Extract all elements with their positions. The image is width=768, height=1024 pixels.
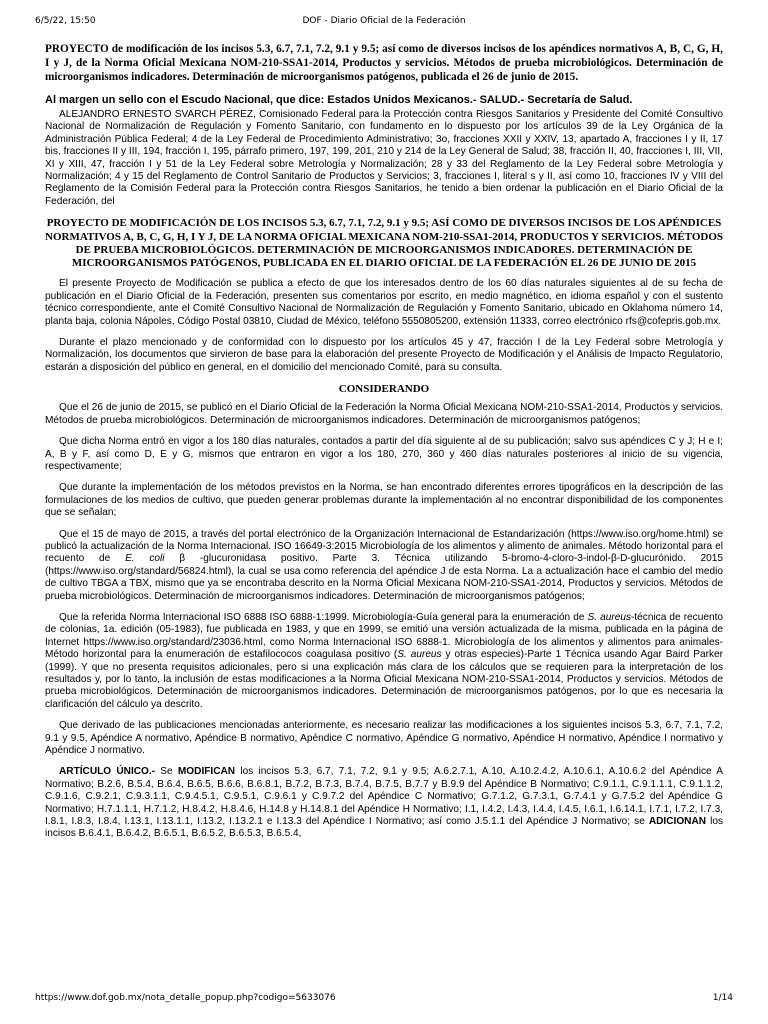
page-header [35,16,733,30]
paragraph-durante: Durante el plazo mencionado y de conformidad con lo dispuesto por los artículos 45 y 47, fracción I de la Ley Federal sobre Metrología y Normalización, los documentos que sirvieron de base para la elaboración del presente Proyecto de Modificación y el Análisis de Impacto Regulatorio, estarán a disposición del público en general, en el domicilio del mencionado Comité, para su consulta. [45,337,723,373]
site-title: DOF - Diario Oficial de la Federación [302,16,466,26]
considerando-3: Que durante la implementación de los métodos previstos en la Norma, se han encontrado diferentes errores tipográficos en la descripción de las formulaciones de los medios de cultivo, que pueden generar problemas durante la implementación al no encontrar disponibilidad de los componentes que se señalan; [45,482,723,519]
considerando-4-italic: E. coli [125,553,165,565]
considerando-2: Que dicha Norma entró en vigor a los 180 días naturales, contados a partir del día siguiente al de su publicación; salvo sus apéndices C y J; H e I; A, B y F, así como D, E y G, mismos que entraron en vigor a los 180, 270, 360 y 460 días naturales posteriores al inicio de su vigencia, respectivamente; [45,436,723,472]
intro-paragraph: ALEJANDRO ERNESTO SVARCH PÉREZ, Comisionado Federal para la Protección contra Riesgos Sanitarios y Presidente del Comité Consultivo Nacional de Normalización de Regulación y Fomento Sanitario, con fundamento en lo dispuesto por los artículos 39 de la Ley Orgánica de la Administración Pública Federal; 4 de la Ley Federal de Procedimiento Administrativo; 3o, fracciones XXII y XXIV, 13, apartado A, fracciones I y II, 17 bis, fracciones II y III, 194, fracción I, 195, párrafo primero, 197, 199, 201, 210 y 214 de la Ley General de Salud; 38, fracción II, 40, fracciones I, III, VII, XI y XIII, 47, fracción I y 51 de la Ley Federal sobre Metrología y Normalización; 28 y 33 del Reglamento de la Ley Federal sobre Metrología y Normalización; 4 y 15 del Reglamento de Control Sanitario de Productos y Servicios; 3, fracciones I, literal s y II, así como 10, fracciones IV y VIII del Reglamento de la Comisión Federal para la Protección contra Riesgos Sanitarios, he tenido a bien ordenar la publicación en el Diario Oficial de la Federación, del [45,109,723,207]
paragraph-presente: El presente Proyecto de Modificación se publica a efecto de que los interesados dentro de los 60 días naturales siguientes al de su fecha de publicación en el Diario Oficial de la Federación, presenten sus comentarios por escrito, en medio magnético, en idioma español y con el sustento técnico correspondiente, ante el Comité Consultivo Nacional de Normalización de Regulación y Fomento Sanitario, ubicado en Oklahoma número 14, planta baja, colonia Nápoles, Código Postal 03810, Ciudad de México, teléfono 5550805200, extensión 11333, correo electrónico rfs@cofepris.gob.mx. [45,278,723,327]
page-number: 1/14 [712,993,733,1003]
considerando-5-text-b: -técnica de recuento de colonias, 1a. edición (05-1983), fue publicada en 1983, y que en 1999, se emitió una versión actualizada de la misma, publicada en la página de Internet https://www.iso.org/standard/23036.html, como Norma Internacional ISO 6888-1. Microbiología de los alimentos y alimentos para animales-Método horizontal para la enumeración de estafilococos coagulasa positivo ( [45,611,723,661]
articulo-modifican: MODIFICAN [177,766,236,778]
page-footer [35,993,733,1007]
document-title: PROYECTO de modificación de los incisos 5.3, 6.7, 7.1, 7.2, 9.1 y 9.5; así como de diversos incisos de los apéndices normativos A, B, C, G, H, I y J, de la Norma Oficial Mexicana NOM-210-SSA1-2014, Productos y servicios. Métodos de prueba microbiológicos. Determinación de microorganismos indicadores. Determinación de microorganismos patógenos, publicada el 26 de junio de 2015. [45,43,723,83]
considerando-6: Que derivado de las publicaciones mencionadas anteriormente, es necesario realizar las modificaciones a los siguientes incisos 5.3, 6.7, 7.1, 7.2, 9.1 y 9.5, Apéndice A normativo, Apéndice B normativo, Apéndice C normativo, Apéndice G normativo, Apéndice H normativo, Apéndice I normativo y Apéndice J normativo. [45,720,723,757]
considerando-5 [45,612,723,711]
considerando-5-italic-2: S. aureus [397,649,442,661]
articulo-label: ARTÍCULO ÚNICO.- [59,766,156,778]
articulo-text-1: Se [155,766,178,778]
considerando-5-text-a: Que la referida Norma Internacional ISO 6888 ISO 6888-1:1999. Microbiología-Guía general para la enumeración de [59,611,588,623]
articulo-unico [45,766,723,840]
articulo-adicionan: ADICIONAN [648,816,707,828]
considerando-4-text-b: β -glucuronidasa positivo. Parte 3. Técnica utilizando 5-bromo-4-cloro-3-indol-β-D-glucurónido. 2015 (https://www.iso.org/standard/56824.html), la cual se usa como referencia del apéndice J de esta Norma. La a actualización hace el cambio del medio de cultivo TBGA a TBX, mismo que ya se encontraba descrito en la Norma Oficial Mexicana NOM-210-SSA1-2014, Productos y servicios. Métodos de prueba microbiológicos. Determinación de microorganismos indicadores. Determinación de microorganismos patógenos; [45,553,723,602]
document-body [45,42,723,850]
articulo-text-3: los incisos B.6.4.1, B.6.4.2, B.6.5.1, B.6.5.2, B.6.5.3, B.6.5.4, [45,816,723,840]
considerando-5-text-c: y otras especies)-Parte 1 Técnica usando Agar Baird Parker (1999). Y que no presenta requisitos adicionales, pero si una explicación más clara de los cálculos que se requieren para la interpretación de los resultados y, por lo tanto, la inclusión de estas modificaciones a la Norma Oficial Mexicana NOM-210-SSA1-2014, Productos y servicios. Métodos de prueba microbiológicos. Determinación de microorganismos indicadores. Determinación de microorganismos patógenos, por lo que es necesaria la clarificación del cálculo ya descrito. [45,649,723,710]
centered-title: PROYECTO DE MODIFICACIÓN DE LOS INCISOS 5.3, 6.7, 7.1, 7.2, 9.1 y 9.5; ASÍ COMO DE DIVERSOS INCISOS DE LOS APÉNDICES NORMATIVOS A, B, C, G, H, I Y J, DE LA NORMA OFICIAL MEXICANA NOM-210-SSA1-2014, PRODUCTOS Y SERVICIOS. MÉTODOS DE PRUEBA MICROBIOLÓGICOS. DETERMINACIÓN DE MICROORGANISMOS INDICADORES. DETERMINACIÓN DE MICROORGANISMOS PATÓGENOS, PUBLICADA EN EL DIARIO OFICIAL DE LA FEDERACIÓN EL 26 DE JUNIO DE 2015 [45,217,723,270]
considerando-4-text-a: Que el 15 de mayo de 2015, a través del portal electrónico de la Organización Internacional de Estandarización (https://www.iso.org/home.html) se publicó la actualización de la Norma Internacional. ISO 16649-3:2015 Microbiología de los alimentos y alimento de animales. Método horizontal para el recuento de [45,528,723,565]
seal-note: Al margen un sello con el Escudo Nacional, que dice: Estados Unidos Mexicanos.- SALUD.- Secretaría de Salud. [45,94,633,106]
print-date: 6/5/22, 15:50 [35,16,96,26]
considerando-1: Que el 26 de junio de 2015, se publicó en el Diario Oficial de la Federación la Norma Oficial Mexicana NOM-210-SSA1-2014, Productos y servicios. Métodos de prueba microbiológicos. Determinación de microorganismos indicadores. Determinación de microorganismos patógenos; [45,402,723,426]
considerando-heading: CONSIDERANDO [338,383,430,396]
articulo-text-2: los incisos 5.3, 6.7, 7.1, 7.2, 9.1 y 9.5; A.6.2.7.1, A.10, A.10.2.4.2, A.10.6.1, A.10.6.2 del Apéndice A Normativo; B.2.6, B.5.4, B.6.4, B.6.5, B.6.6, B.6.8.1, B.7.2, B.7.3, B.7.4, B.7.5, B.7.7 y B.9.9 del Apéndice B Normativo; C.9.1.1, C.9.1.1.1, C.9.1.1.2, C.9.1.6, C.9.2.1, C.9.3.1.1, C.9.4.5.1, C.9.5.1, C.9.6.1 y C.9.7.2 del Apéndice C Normativo; G.7.1.2, G.7.3.1, G.7.4.1 y G.7.5.2 del Apéndice G Normativo; H.7.1.1.1, H.7.1.2, H.8.4.2, H.8.4.6, H.14.8 y H.14.8.1 del Apéndice H Normativo; I.1, I.4.2, I.4.3, I.4.4, I.4.5, I.6.1, I.6.14.1, I.7.1, I.7.2, I.7.3, I.8.1, I.8.3, I.8.4, I.13.1, I.13.1.1, I.13.2, I.13.2.1 e I.13.3 del Apéndice I Normativo; así como J.5.1.1 del Apéndice J Normativo; se [45,766,724,828]
considerando-4 [45,529,723,603]
page-url: https://www.dof.gob.mx/nota_detalle_popup.php?codigo=5633076 [35,993,336,1003]
considerando-5-italic-1: S. aureus [587,611,631,623]
